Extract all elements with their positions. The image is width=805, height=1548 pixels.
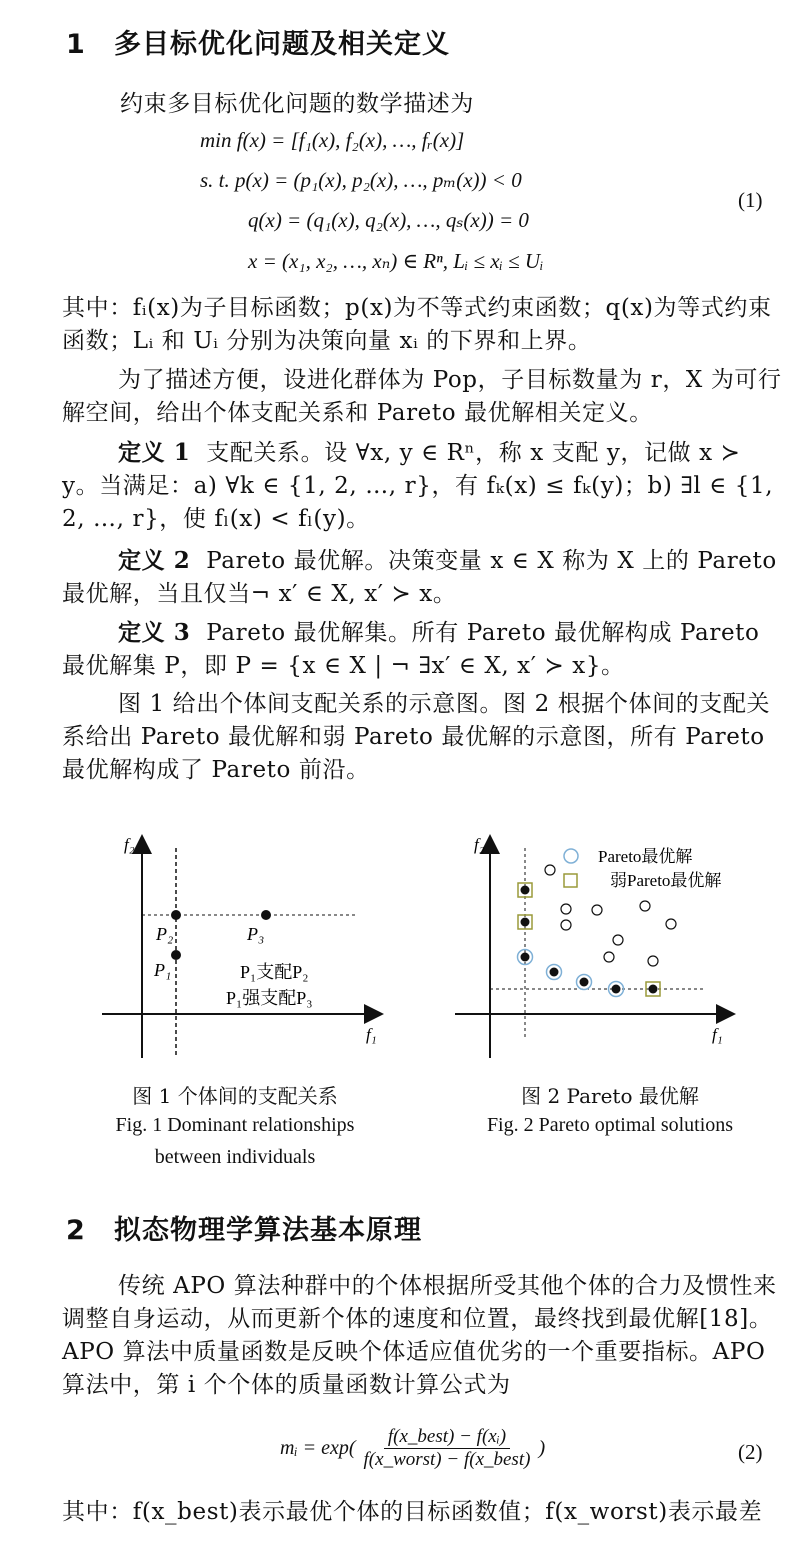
figure-2-caption-cn: 图 2 Pareto 最优解 bbox=[521, 1084, 699, 1108]
dominated-point bbox=[666, 919, 676, 929]
y-axis-label: f₂ bbox=[124, 835, 135, 854]
definition-2-text: Pareto 最优解。决策变量 x ∈ X 称为 X 上的 Pareto 最优解，当且仅当¬ x′ ∈ X, x′ ≻ x。 bbox=[62, 548, 777, 607]
definition-1-text: 支配关系。设 ∀x, y ∈ Rⁿ，称 x 支配 y，记做 x ≻ y。当满足：a) ∀k ∈ {1, 2, …, r}，有 fₖ(x) ≤ fₖ(y)；b) ∃l ∈ {1, 2, …, r}，使 fₗ(x) < fₗ(y)。 bbox=[62, 440, 774, 532]
definition-2 bbox=[62, 544, 782, 611]
figure-1-caption-cn: 图 1 个体间的支配关系 bbox=[132, 1084, 338, 1108]
weak-pareto-point bbox=[521, 886, 530, 895]
note-dominate: P₁支配P₂ bbox=[240, 962, 309, 982]
population-paragraph: 为了描述方便，设进化群体为 Pop，子目标数量为 r，X 为可行解空间，给出个体支配关系和 Pareto 最优解相关定义。 bbox=[62, 367, 782, 426]
y-axis-label: f₂ bbox=[474, 835, 485, 854]
equation-line-1: min f(x) = [f₁(x), f₂(x), …, fᵣ(x)] bbox=[200, 128, 465, 152]
figure-2-caption-en: Fig. 2 Pareto optimal solutions bbox=[486, 1114, 734, 1136]
equation-2-lhs: mᵢ = exp( bbox=[280, 1437, 356, 1459]
figure-1-caption-en-1: Fig. 1 Dominant relationships bbox=[115, 1114, 355, 1136]
dominated-point bbox=[592, 905, 602, 915]
equation-2-rhs: ) bbox=[538, 1437, 546, 1459]
dominated-point bbox=[561, 904, 571, 914]
dominated-point bbox=[604, 952, 614, 962]
weak-pareto-point bbox=[649, 985, 658, 994]
section-2-heading bbox=[66, 1208, 422, 1247]
point-p2 bbox=[171, 910, 181, 920]
section-title: 拟态物理学算法基本原理 bbox=[114, 1215, 422, 1246]
equation-2-denominator: f(x_worst) − f(x_best) bbox=[363, 1449, 531, 1470]
pareto-point bbox=[612, 985, 621, 994]
figure-1-diagram bbox=[90, 828, 390, 1058]
point-p3 bbox=[261, 910, 271, 920]
x-axis-label: f₁ bbox=[366, 1025, 377, 1044]
legend-weak-pareto-label: 弱Pareto最优解 bbox=[610, 871, 722, 890]
figure-intro-paragraph: 图 1 给出个体间支配关系的示意图。图 2 根据个体间的支配关系给出 Pareto 最优解和弱 Pareto 最优解的示意图，所有 Pareto 最优解构成了 Pareto 前沿。 bbox=[62, 691, 771, 783]
weak-pareto-point bbox=[521, 918, 530, 927]
equation-line-3: q(x) = (q₁(x), q₂(x), …, qₛ(x)) = 0 bbox=[248, 208, 529, 232]
equation-number-2: (2) bbox=[738, 1440, 763, 1464]
legend-pareto-icon bbox=[564, 849, 578, 863]
definition-3 bbox=[62, 616, 782, 683]
section-number: 2 bbox=[66, 1215, 86, 1246]
equation-number-1: (1) bbox=[738, 188, 763, 212]
note-strongly-dominate: P₁强支配P₃ bbox=[226, 988, 313, 1008]
definition-2-label: 定义 2 bbox=[118, 547, 191, 574]
definition-1 bbox=[62, 436, 782, 536]
where-paragraph-2: 其中：f(x_best)表示最优个体的目标函数值；f(x_worst)表示最差 bbox=[62, 1499, 763, 1525]
figure-1-caption-en-2: between individuals bbox=[154, 1146, 316, 1168]
definition-1-label: 定义 1 bbox=[118, 439, 191, 466]
p1-label: P₁ bbox=[154, 960, 172, 980]
legend-weak-pareto-icon bbox=[564, 874, 577, 887]
apo-paragraph: 传统 APO 算法种群中的个体根据所受其他个体的合力及惯性来调整自身运动，从而更新个体的速度和位置，最终找到最优解[18]。APO 算法中质量函数是反映个体适应值优劣的一个重要指标。APO 算法中，第 i 个个体的质量函数计算公式为 bbox=[62, 1273, 777, 1398]
where-paragraph-1: 其中：fᵢ(x)为子目标函数；p(x)为不等式约束函数；q(x)为等式约束函数；Lᵢ 和 Uᵢ 分别为决策向量 xᵢ 的下界和上界。 bbox=[62, 295, 772, 354]
equation-2-fraction bbox=[360, 1426, 535, 1471]
pareto-point bbox=[521, 953, 530, 962]
equation-2-numerator: f(x_best) − f(xᵢ) bbox=[384, 1426, 510, 1449]
dominated-point bbox=[640, 901, 650, 911]
figure-2-diagram bbox=[450, 828, 750, 1058]
definition-3-label: 定义 3 bbox=[118, 619, 191, 646]
dominated-point bbox=[648, 956, 658, 966]
x-axis-label: f₁ bbox=[712, 1025, 723, 1044]
equation-2 bbox=[280, 1426, 545, 1471]
point-p1 bbox=[171, 950, 181, 960]
legend-pareto-label: Pareto最优解 bbox=[598, 847, 693, 866]
section-number: 1 bbox=[66, 29, 86, 60]
dominated-point bbox=[613, 935, 623, 945]
p3-label: P₃ bbox=[247, 924, 265, 944]
equation-line-4: x = (x₁, x₂, …, xₙ) ∈ Rⁿ, Lᵢ ≤ xᵢ ≤ Uᵢ bbox=[248, 249, 544, 273]
dominated-point bbox=[545, 865, 555, 875]
equation-line-2: s. t. p(x) = (p₁(x), p₂(x), …, pₘ(x)) < 0 bbox=[200, 168, 522, 192]
section-title: 多目标优化问题及相关定义 bbox=[114, 29, 450, 60]
dominated-point bbox=[561, 920, 571, 930]
pareto-point bbox=[550, 968, 559, 977]
section-1-heading bbox=[66, 22, 450, 61]
p2-label: P₂ bbox=[156, 924, 174, 944]
pareto-point bbox=[580, 978, 589, 987]
intro-text: 约束多目标优化问题的数学描述为 bbox=[120, 91, 474, 117]
definition-3-text: Pareto 最优解集。所有 Pareto 最优解构成 Pareto 最优解集 P，即 P = {x ∈ X | ¬ ∃x′ ∈ X, x′ ≻ x}。 bbox=[62, 620, 760, 679]
